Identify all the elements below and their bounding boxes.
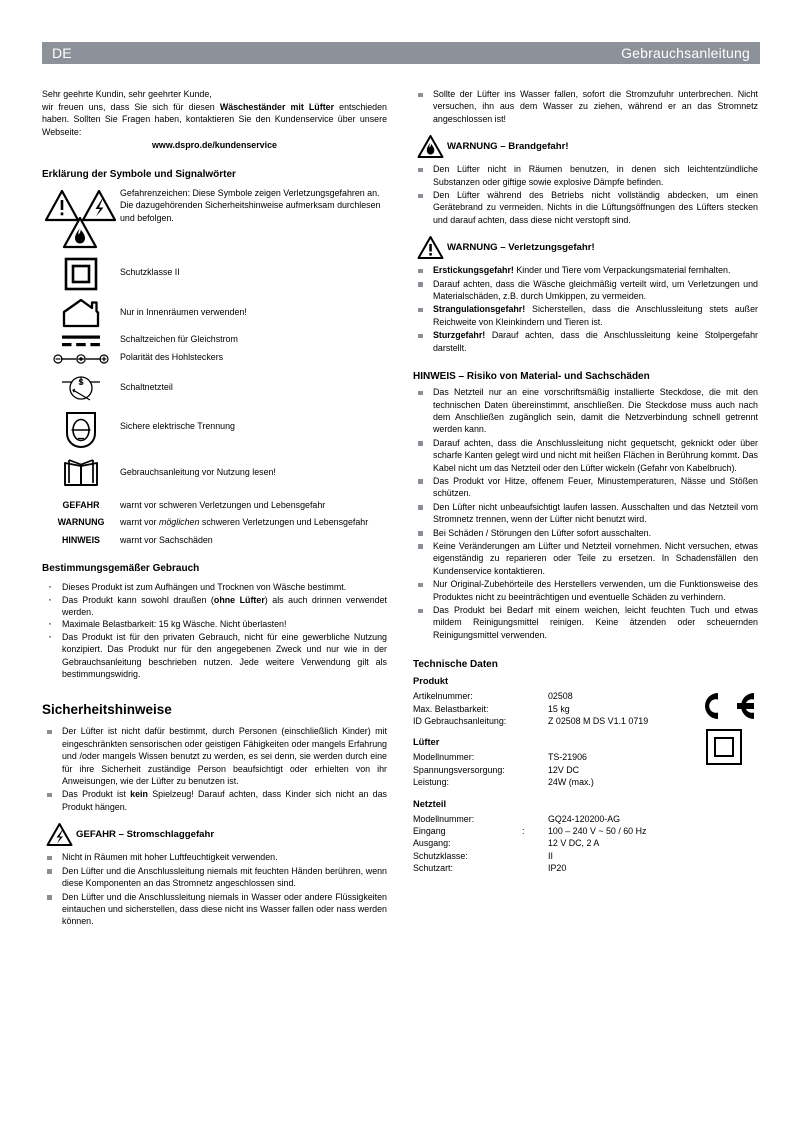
symbols-section-title: Erklärung der Symbole und Signalwörter <box>42 168 236 180</box>
protection-class-2-icon <box>42 256 120 291</box>
safe-electrical-isolation-icon <box>42 410 120 449</box>
warnung-desc-italic: möglichen <box>158 517 200 528</box>
list-item: · Maximale Belastbarkeit: 15 kg Wäsche. Nicht überlasten! <box>42 618 387 630</box>
warning-injury-list <box>413 264 758 354</box>
warning-injury-title: WARNUNG – Verletzungsgefahr! <box>447 241 595 253</box>
symbol-row <box>42 297 387 328</box>
technical-value: II <box>548 850 553 861</box>
notice-damage-title: HINWEIS – Risiko von Material- und Sachschäden <box>413 371 650 383</box>
technical-label: Eingang <box>413 826 446 837</box>
list-item: Nicht in Räumen mit hoher Luftfeuchtigkeit verwenden. <box>42 851 387 863</box>
item-bold: ohne Lüfter <box>213 594 265 605</box>
technical-value: 02508 <box>548 691 573 702</box>
two-column-body <box>42 88 760 929</box>
hollow-plug-polarity-icon <box>42 351 120 366</box>
list-item <box>42 594 387 619</box>
technical-group-title: Produkt <box>413 676 449 687</box>
symbol-description: Gefahrenzeichen: Diese Symbole zeigen Verletzungsgefahren an. Die dazugehörenden Sicherheitshinweise aufmerksam durchlesen und befolgen. <box>120 187 381 223</box>
list-item: Den Lüfter nicht in Räumen benutzen, in denen sich leichtentzündliche Substanzen oder giftige sowie explosive Dämpfe befinden. <box>413 163 758 188</box>
warning-fire-title: WARNUNG – Brandgefahr! <box>447 140 569 152</box>
signal-word-row <box>42 499 387 511</box>
intro-salutation: Sehr geehrte Kundin, sehr geehrter Kunde, <box>42 89 212 99</box>
list-item: Den Lüfter und die Anschlussleitung niemals mit feuchten Händen berühren, wenn diese Komponenten an das Stromnetz angeschlossen sind. <box>42 865 387 890</box>
service-website: www.dspro.de/kundenservice <box>152 140 277 151</box>
water-fall-warning-list <box>413 88 758 125</box>
list-item: Darauf achten, dass die Anschlussleitung nicht gequetscht, geknickt oder über scharfe Kanten gelegt wird und nicht mit heißen Flächen in Berührung kommt. Das Kabel nicht um das Netzteil oder den Lüfter wickeln (Gefahr von Kabelbruch). <box>413 437 758 474</box>
signal-word-warnung: WARNUNG <box>57 517 105 528</box>
technical-row <box>413 837 758 849</box>
switching-power-supply-icon <box>42 372 120 403</box>
item-bold: Strangulationsgefahr! <box>433 304 526 315</box>
technical-label: Modellnummer: <box>413 752 475 763</box>
technical-data-block <box>413 675 758 874</box>
technical-row <box>413 813 758 825</box>
list-item <box>413 303 758 328</box>
list-item: · Dieses Produkt ist zum Aufhängen und Trocknen von Wäsche bestimmt. <box>42 581 387 593</box>
technical-row <box>413 776 758 788</box>
page-header-bar <box>42 42 760 64</box>
hazard-triangles-icon <box>42 187 120 250</box>
intended-use-list <box>42 581 387 680</box>
intro-text-b: entschieden haben. Sollten Sie Fragen haben, kontaktieren Sie den Kundenservice über unsere Webseite: <box>42 101 387 137</box>
right-column <box>413 88 758 875</box>
technical-data-title: Technische Daten <box>413 659 498 671</box>
technical-label: Ausgang: <box>413 838 451 849</box>
signal-word-hinweis: HINWEIS <box>62 534 100 545</box>
item-bold: Erstickungsgefahr! <box>433 265 514 276</box>
technical-group-title: Lüfter <box>413 737 440 748</box>
technical-label: Artikelnummer: <box>413 691 473 702</box>
symbol-row <box>42 187 387 250</box>
list-item: Den Lüfter nicht unbeaufsichtigt laufen lassen. Ausschalten und das Netzteil vom Stromnetz trennen, wenn der Lüfter nicht benutzt wird. <box>413 501 758 526</box>
list-item <box>413 264 758 276</box>
signal-word-description: warnt vor schweren Verletzungen und Lebensgefahr <box>120 499 326 510</box>
technical-value: 100 – 240 V ~ 50 / 60 Hz <box>548 826 647 837</box>
symbol-description: Schutzklasse II <box>120 266 180 277</box>
signal-word-row <box>42 534 387 546</box>
warning-fire-heading <box>413 134 758 159</box>
product-name-bold: Wäscheständer mit Lüfter <box>219 101 335 112</box>
list-item: Das Produkt vor Hitze, offenem Feuer, Minustemperaturen, Nässe und Stößen schützen. <box>413 475 758 500</box>
list-item: Nur Original-Zubehörteile des Herstellers verwenden, um die Funktionsweise des Produktes nicht zu beeinträchtigen und eventuelle Schäden zu verhindern. <box>413 578 758 603</box>
symbol-description: Gebrauchsanleitung vor Nutzung lesen! <box>120 466 276 477</box>
danger-shock-list <box>42 851 387 927</box>
symbol-description: Sichere elektrische Trennung <box>120 420 235 431</box>
symbol-description: Schaltnetzteil <box>120 381 173 392</box>
symbol-description: Nur in Innenräumen verwenden! <box>120 306 247 317</box>
danger-shock-heading <box>42 822 387 847</box>
list-item: Bei Schäden / Störungen den Lüfter sofort ausschalten. <box>413 527 758 539</box>
signal-word-gefahr: GEFAHR <box>62 499 100 510</box>
warning-electric-shock-triangle-icon <box>42 822 76 847</box>
safety-list <box>42 725 387 813</box>
list-item: Sollte der Lüfter ins Wasser fallen, sofort die Stromzufuhr unterbrechen. Nicht versuchen, ihn aus dem Wasser zu ziehen, während er an das Stromnetz angeschlossen ist! <box>413 88 758 125</box>
signal-word-description <box>120 516 387 528</box>
technical-row <box>413 862 758 874</box>
protection-class-2-inner-square <box>714 737 734 757</box>
technical-colon: : <box>522 826 525 837</box>
warning-injury-heading <box>413 235 758 260</box>
item-text-a: Das Produkt kann sowohl draußen ( <box>62 594 214 605</box>
technical-group-title: Netzteil <box>413 798 447 809</box>
item-text-b: Sicherstellen, dass die Anschlussleitung stets außer Reichweite von Kleinkindern und Tieren ist. <box>433 304 758 327</box>
symbol-row <box>42 372 387 403</box>
warnung-desc-b: schweren Verletzungen und Lebensgefahr <box>199 517 369 528</box>
symbol-row <box>42 256 387 291</box>
list-item: Keine Veränderungen am Lüfter und Netzteil vornehmen. Nicht versuchen, etwas eigenständig zu reparieren oder Teile zu ersetzen. In Schadensfällen den Kundenservice kontaktieren. <box>413 540 758 577</box>
list-item: Den Lüfter und die Anschlussleitung niemals in Wasser oder andere Flüssigkeiten eintauchen und sicherstellen, dass diese nicht ins Wasser fallen oder nass werden können. <box>42 891 387 928</box>
list-item <box>42 788 387 813</box>
item-text-b: Kinder und Tiere vom Verpackungsmaterial fernhalten. <box>513 265 731 276</box>
list-item <box>413 329 758 354</box>
list-item: Den Lüfter während des Betriebs nicht vollständig abdecken, um einen Gerätebrand zu vermeiden. Nichts in die Lüftungsöffnungen des Lüfters stecken und darauf achten, dass diese nicht verstopft sind. <box>413 189 758 226</box>
technical-row <box>413 764 758 776</box>
list-item: Darauf achten, dass die Wäsche gleichmäßig verteilt wird, um Verletzungen und Materialschäden, z.B. durch Umkippen, zu vermeiden. <box>413 278 758 303</box>
item-text-a: Das Produkt ist <box>62 789 131 800</box>
symbol-description: Polarität des Hohlsteckers <box>120 351 224 362</box>
indoor-use-house-icon <box>42 297 120 328</box>
signal-word-description: warnt vor Sachschäden <box>120 534 213 545</box>
danger-shock-title: GEFAHR – Stromschlaggefahr <box>76 828 215 840</box>
symbol-description: Schaltzeichen für Gleichstrom <box>120 333 238 344</box>
document-title: Gebrauchsanleitung <box>621 44 750 61</box>
technical-label: ID Gebrauchsanleitung: <box>413 716 507 727</box>
intro-text-a: wir freuen uns, dass Sie sich für diesen <box>42 101 220 112</box>
technical-value: 12 V DC, 2 A <box>548 838 600 849</box>
protection-class-2-mark-icon <box>706 729 742 765</box>
certification-marks <box>692 689 756 765</box>
technical-label: Max. Belastbarkeit: <box>413 703 489 714</box>
list-item: · Das Produkt ist für den privaten Gebrauch, nicht für eine gewerbliche Nutzung konzipiert. Das Produkt nur für den angegebenen Zweck und nur wie in der Gebrauchsanleitung beschrieben nutzen. Jede weitere Verwendung gilt als bestimmungswidrig. <box>42 631 387 681</box>
technical-row <box>413 825 758 837</box>
symbol-row <box>42 333 387 348</box>
technical-label: Schutzart: <box>413 863 453 874</box>
warning-exclamation-triangle-icon <box>413 235 447 260</box>
direct-current-icon <box>42 333 120 348</box>
signal-word-row <box>42 516 387 528</box>
safety-section-title: Sicherheitshinweise <box>42 702 172 718</box>
item-bold: kein <box>130 789 148 800</box>
item-bold: Sturzgefahr! <box>433 330 486 341</box>
list-item: Das Netzteil nur an eine vorschriftsmäßig installierte Steckdose, die mit den technischen Daten übereinstimmt, anschließen. Die Steckdose muss auch nach dem Anschließen zugänglich sein, damit die Netzverbindung schnell getrennt werden kann. <box>413 386 758 436</box>
technical-value: 12V DC <box>548 764 580 775</box>
ce-mark-icon <box>692 689 756 723</box>
technical-value: IP20 <box>548 863 567 874</box>
symbol-row <box>42 410 387 449</box>
technical-value: 15 kg <box>548 703 570 714</box>
svg-text:S: S <box>78 377 84 387</box>
intro-block <box>42 88 387 152</box>
intro-paragraph <box>42 101 387 139</box>
list-item: Das Produkt bei Bedarf mit einem weichen, leicht feuchten Tuch und etwas mildem Reinigungsmittel reinigen. Keine ätzenden oder scheuernden Reinigungsmittel verwenden. <box>413 604 758 641</box>
technical-row <box>413 850 758 862</box>
technical-label: Modellnummer: <box>413 813 475 824</box>
warning-fire-triangle-icon <box>413 134 447 159</box>
list-item: Der Lüfter ist nicht dafür bestimmt, durch Personen (einschließlich Kinder) mit eingeschränkten sensorischen oder geistigen Fähigkeiten oder mangels Erfahrung und /oder mangels Wissen benutzt zu werden, es sei denn, sie werden durch eine für ihre Sicherheit zuständige Person beaufsichtigt oder erhielten von ihr Anweisungen, wie der Lüfter zu benutzen ist. <box>42 725 387 787</box>
left-column <box>42 88 387 929</box>
symbol-row <box>42 351 387 366</box>
read-manual-book-icon <box>42 456 120 489</box>
warnung-desc-a: warnt vor <box>120 517 159 528</box>
item-text-b: ) als auch drinnen verwendet werden. <box>62 594 387 617</box>
warning-fire-list <box>413 163 758 226</box>
symbol-row <box>42 456 387 489</box>
technical-label: Leistung: <box>413 777 450 788</box>
technical-value: TS-21906 <box>548 752 587 763</box>
notice-damage-list <box>413 386 758 641</box>
technical-label: Schutzklasse: <box>413 850 468 861</box>
item-text-b: Darauf achten, dass die Anschlussleitung keine Stolpergefahr darstellt. <box>433 330 758 353</box>
item-text-b: Spielzeug! Darauf achten, dass Kinder sich nicht an das Produkt hängen. <box>62 789 387 812</box>
technical-value: 24W (max.) <box>548 777 594 788</box>
language-code: DE <box>52 44 72 61</box>
technical-label: Spannungsversorgung: <box>413 764 505 775</box>
technical-value: GQ24-120200-AG <box>548 813 621 824</box>
signal-words-table <box>42 499 387 546</box>
intended-use-title: Bestimmungsgemäßer Gebrauch <box>42 563 200 575</box>
technical-value: Z 02508 M DS V1.1 0719 <box>548 716 649 727</box>
